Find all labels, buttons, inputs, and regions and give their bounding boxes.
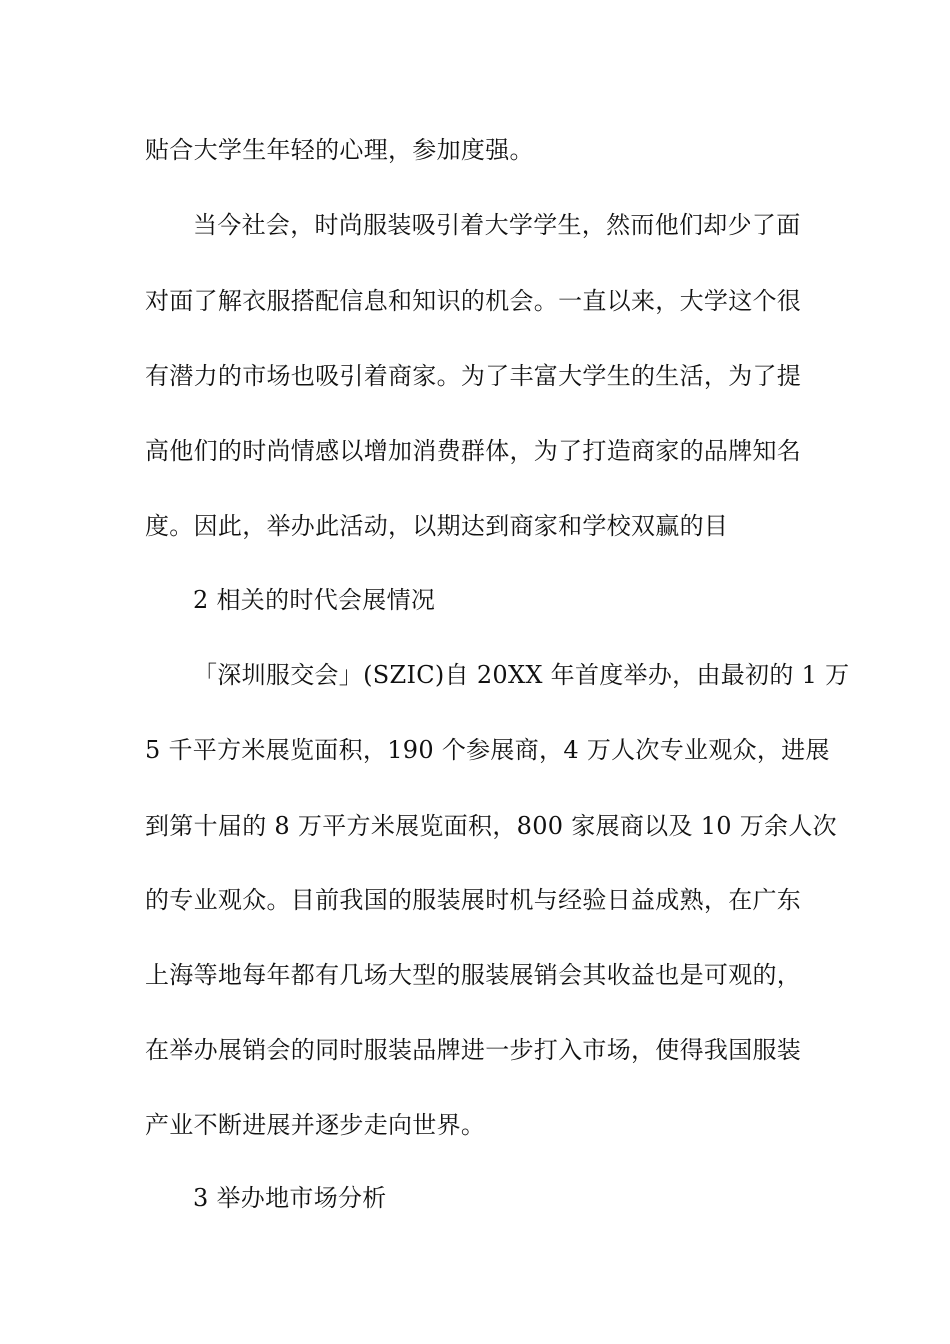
paragraph-line: 「深圳服交会」(SZIC)自 20XX 年首度举办，由最初的 1 万 <box>193 661 850 689</box>
paragraph-line: 贴合大学生年轻的心理，参加度强。 <box>145 136 534 164</box>
paragraph-line: 有潜力的市场也吸引着商家。为了丰富大学生的生活，为了提 <box>145 362 802 390</box>
paragraph-line: 在举办展销会的同时服装品牌进一步打入市场，使得我国服装 <box>145 1036 802 1064</box>
paragraph-line: 对面了解衣服搭配信息和知识的机会。一直以来，大学这个很 <box>145 287 802 315</box>
section-heading: 2 相关的时代会展情况 <box>193 586 436 614</box>
paragraph-line: 产业不断进展并逐步走向世界。 <box>145 1111 486 1139</box>
paragraph-line: 当今社会，时尚服装吸引着大学学生，然而他们却少了面 <box>193 211 801 239</box>
paragraph-line: 度。因此，举办此活动，以期达到商家和学校双赢的目 <box>145 512 729 540</box>
section-heading: 3 举办地市场分析 <box>193 1184 387 1212</box>
paragraph-line: 5 千平方米展览面积，190 个参展商，4 万人次专业观众，进展 <box>145 736 830 764</box>
paragraph-line: 高他们的时尚情感以增加消费群体，为了打造商家的品牌知名 <box>145 437 802 465</box>
paragraph-line: 到第十届的 8 万平方米展览面积，800 家展商以及 10 万余人次 <box>145 812 837 840</box>
paragraph-line: 上海等地每年都有几场大型的服装展销会其收益也是可观的， <box>145 961 802 989</box>
paragraph-line: 的专业观众。目前我国的服装展时机与经验日益成熟，在广东 <box>145 886 802 914</box>
